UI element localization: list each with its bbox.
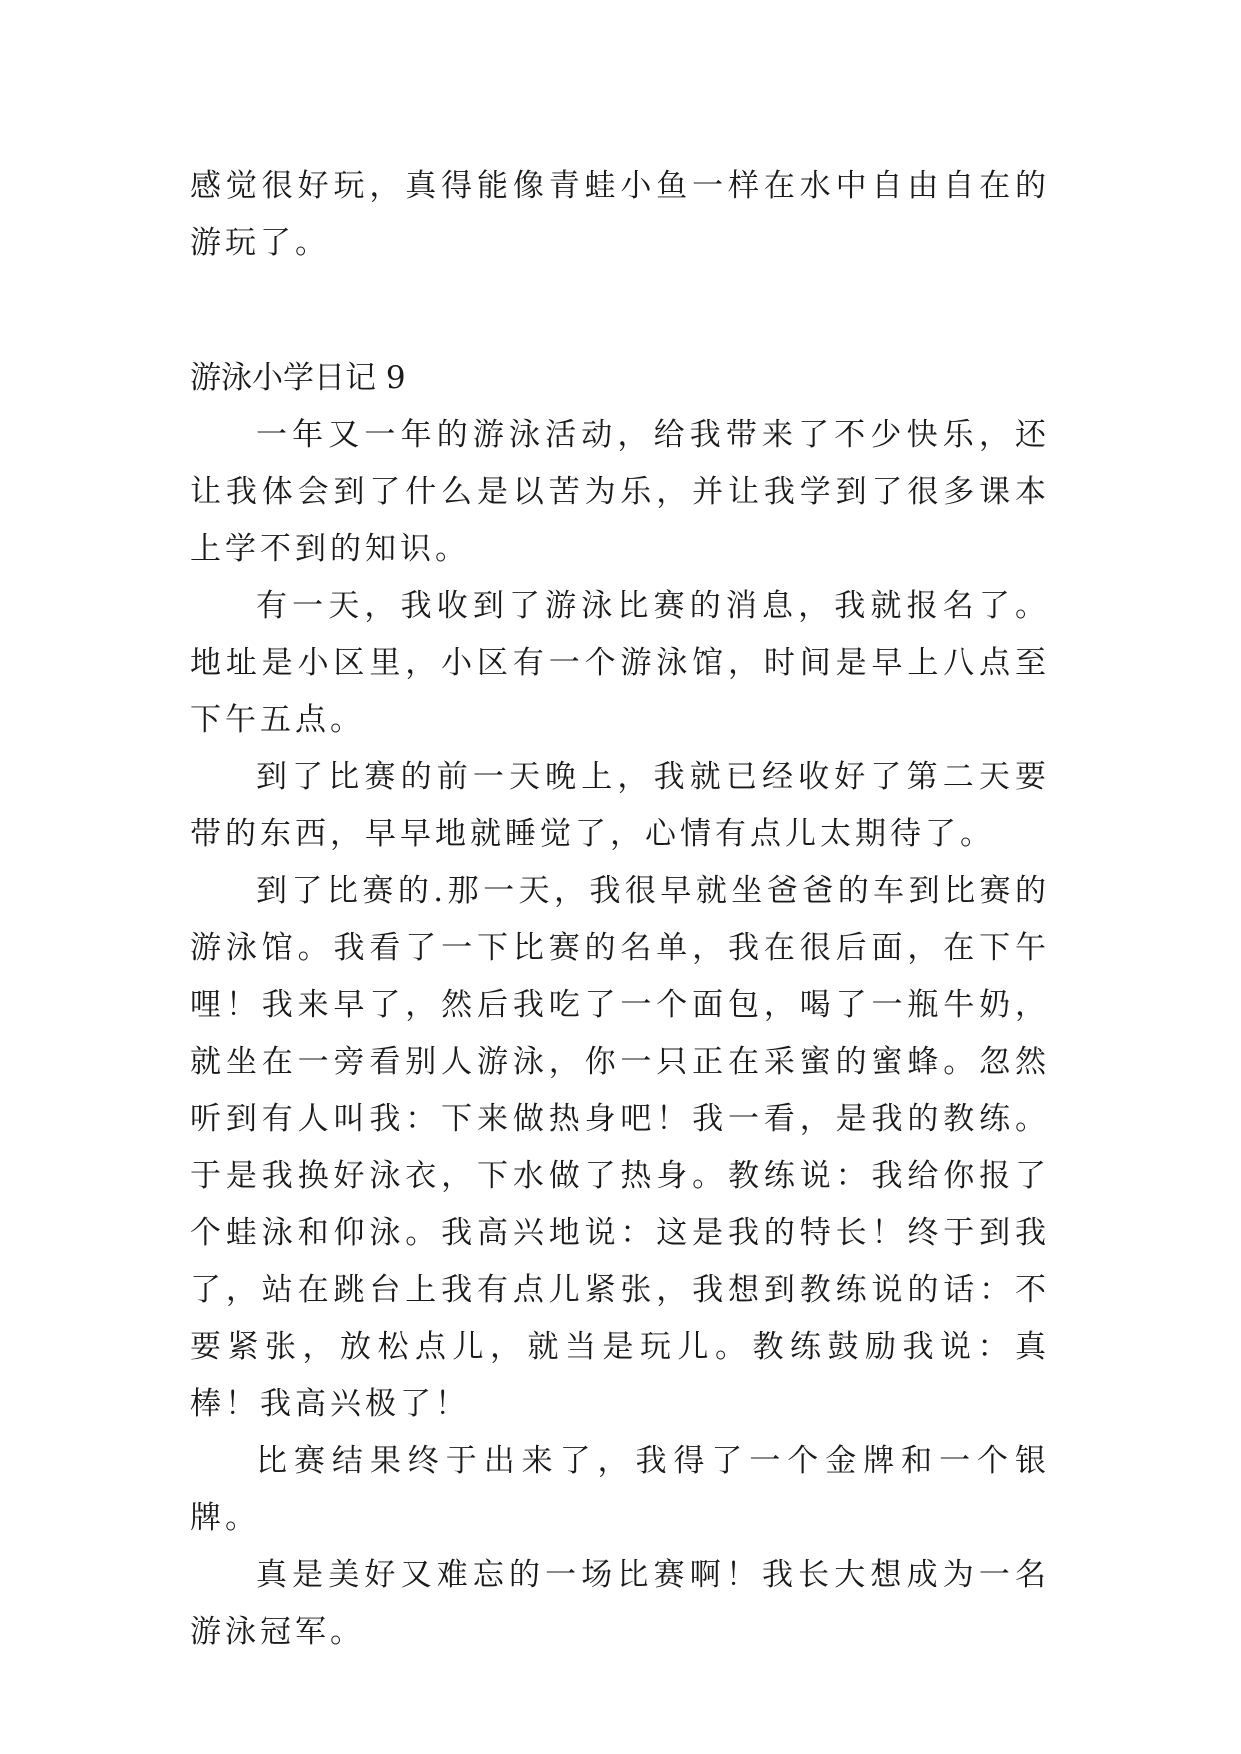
paragraph-6: 真是美好又难忘的一场比赛啊！我长大想成为一名游泳冠军。 xyxy=(190,1557,1050,1650)
section-spacer xyxy=(190,272,1050,350)
continuation-paragraph: 感觉很好玩，真得能像青蛙小鱼一样在水中自由自在的游玩了。 xyxy=(190,168,1050,261)
paragraph-3: 到了比赛的前一天晚上，我就已经收好了第二天要带的东西，早早地就睡觉了，心情有点儿太期待了。 xyxy=(190,759,1050,852)
paragraph-5: 比赛结果终于出来了，我得了一个金牌和一个银牌。 xyxy=(190,1443,1050,1536)
document-body xyxy=(190,158,1050,1661)
paragraph-2: 有一天，我收到了游泳比赛的消息，我就报名了。地址是小区里，小区有一个游泳馆，时间是早上八点至下午五点。 xyxy=(190,588,1050,738)
paragraph-4: 到了比赛的.那一天，我很早就坐爸爸的车到比赛的游泳馆。我看了一下比赛的名单，我在很后面，在下午哩！我来早了，然后我吃了一个面包，喝了一瓶牛奶，就坐在一旁看别人游泳，你一只正在采蜜的蜜蜂。忽然听到有人叫我：下来做热身吧！我一看，是我的教练。于是我换好泳衣，下水做了热身。教练说：我给你报了个蛙泳和仰泳。我高兴地说：这是我的特长！终于到我了，站在跳台上我有点儿紧张，我想到教练说的话：不要紧张，放松点儿，就当是玩儿。教练鼓励我说：真棒！我高兴极了！ xyxy=(190,873,1050,1422)
paragraph-1: 一年又一年的游泳活动，给我带来了不少快乐，还让我体会到了什么是以苦为乐，并让我学到了很多课本上学不到的知识。 xyxy=(190,417,1050,567)
diary-heading: 游泳小学日记 9 xyxy=(190,360,406,396)
